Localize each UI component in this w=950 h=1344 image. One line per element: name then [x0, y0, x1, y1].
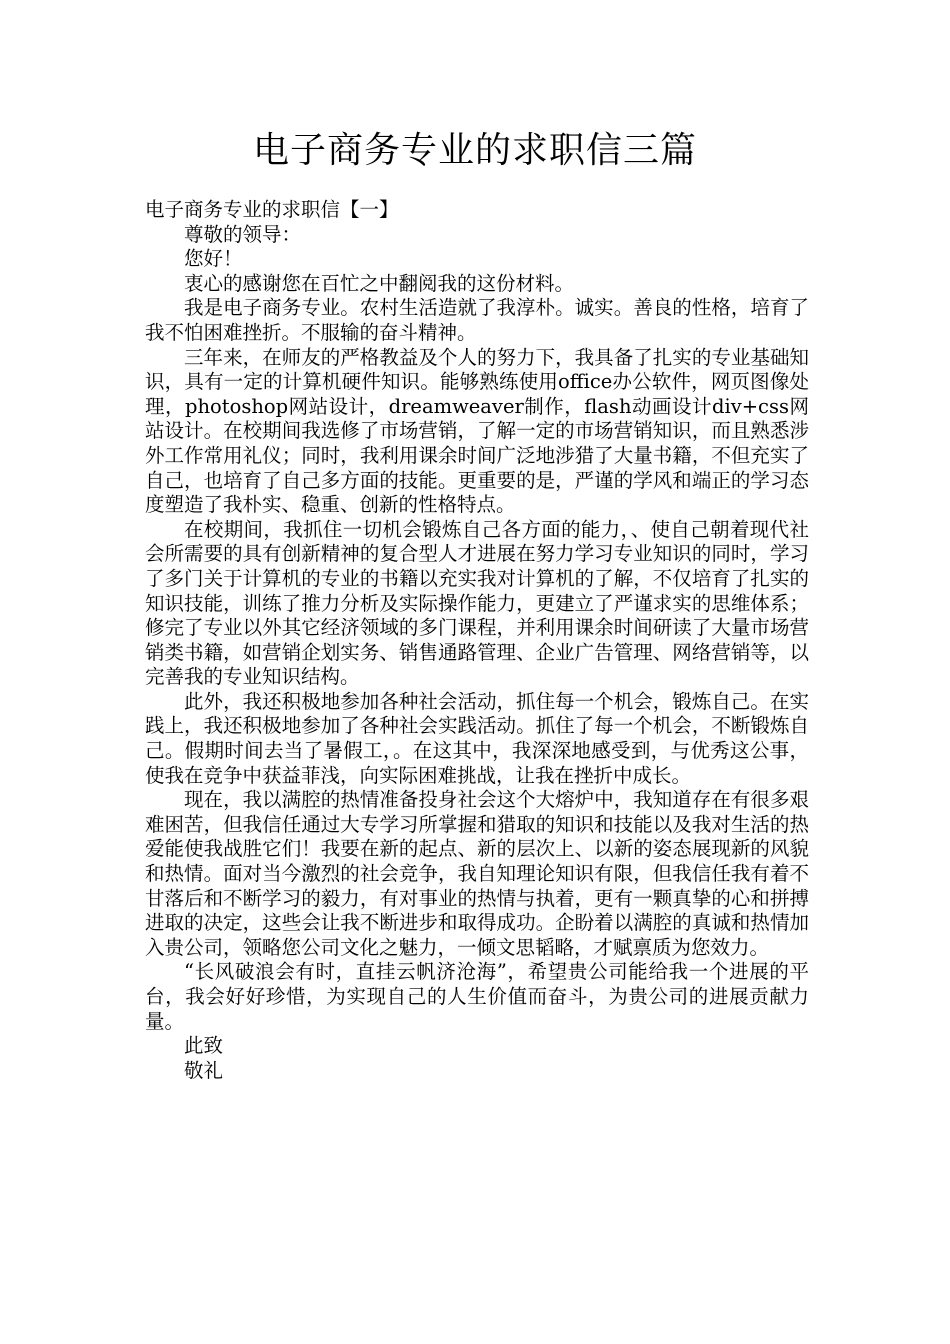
document-title: 电子商务专业的求职信三篇 — [252, 130, 697, 171]
body-paragraph: 现在，我以满腔的热情准备投身社会这个大熔炉中，我知道存在有很多艰难困苦，但我信任通过大专学习所掌握和猎取的知识和技能以及我对生活的热爱能使我战胜它们！我要在新的起点、新的层次上、以新的姿态展现新的风貌和热情。面对当今激烈的社会竞争，我自知理论知识有限，但我信任我有着不甘落后和不断学习的毅力，有对事业的热情与执着，更有一颗真挚的心和拼搏进取的决定，这些会让我不断进步和取得成功。企盼着以满腔的真诚和热情加入贵公司，领略您公司文化之魅力，一倾文思韬略，才赋禀质为您效力。 — [145, 788, 809, 959]
body-paragraph: 衷心的感谢您在百忙之中翻阅我的这份材料。 — [184, 271, 575, 295]
body-paragraph: 三年来，在师友的严格教益及个人的努力下，我具备了扎实的专业基础知识，具有一定的计算机硬件知识。能够熟练使用office办公软件，网页图像处理，photoshop网站设计，dreamweaver制作，flash动画设计div+css网站设计。在校期间我选修了市场营销，了解一定的市场营销知识，而且熟悉涉外工作常用礼仪；同时，我利用课余时间广泛地涉猎了大量书籍，不但充实了自己，也培育了自己多方面的技能。更重要的是，严谨的学风和端正的学习态度塑造了我朴实、稳重、创新的性格特点。 — [145, 345, 809, 517]
body-paragraph: 此外，我还积极地参加各种社会活动，抓住每一个机会，锻炼自己。在实践上，我还积极地参加了各种社会实践活动。抓住了每一个机会，不断锻炼自己。假期时间去当了暑假工，。在这其中，我深深地感受到，与优秀这公事，使我在竞争中获益菲浅，向实际困难挑战，让我在挫折中成长。 — [145, 689, 809, 787]
closing-line: 敬礼 — [184, 1058, 224, 1082]
closing-line: 此致 — [184, 1034, 224, 1058]
body-paragraph: 在校期间，我抓住一切机会锻炼自己各方面的能力，、使自己朝着现代社会所需要的具有创新精神的复合型人才进展在努力学习专业知识的同时，学习了多门关于计算机的专业的书籍以充实我对计算机的了解，不仅培育了扎实的知识技能，训练了推力分析及实际操作能力，更建立了严谨求实的思维体系；修完了专业以外其它经济领域的多门课程，并利用课余时间研读了大量市场营销类书籍，如营销企划实务、销售通路管理、企业广告管理、网络营销等，以完善我的专业知识结构。 — [145, 517, 809, 689]
body-paragraph: “长风破浪会有时，直挂云帆济沧海”，希望贵公司能给我一个进展的平台，我会好好珍惜，为实现自己的人生价值而奋斗，为贵公司的进展贡献力量。 — [145, 960, 809, 1033]
body-paragraph: 我是电子商务专业。农村生活造就了我淳朴。诚实。善良的性格，培育了我不怕困难挫折。不服输的奋斗精神。 — [145, 296, 809, 344]
letter-body — [145, 198, 809, 1083]
salutation: 尊敬的领导： — [184, 222, 302, 246]
greeting: 您好！ — [184, 247, 243, 271]
section-heading: 电子商务专业的求职信【一】 — [145, 198, 399, 221]
